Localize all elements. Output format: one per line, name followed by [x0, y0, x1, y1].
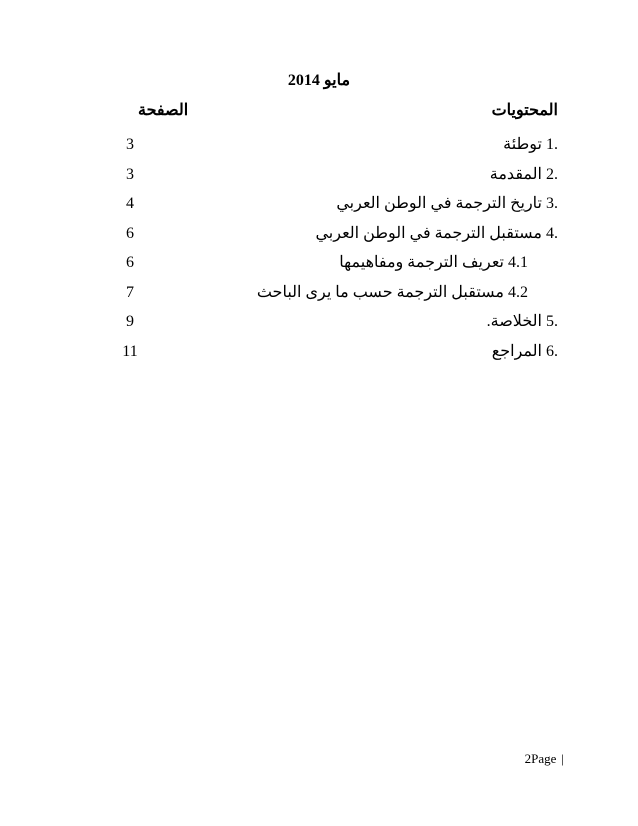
toc-entry-page: 11 — [122, 342, 138, 360]
toc-entry[interactable] — [110, 307, 558, 337]
page-date: مايو 2014 — [287, 72, 351, 89]
toc-entry-page: 7 — [126, 283, 134, 301]
toc-entry-title: .1 توطئة — [503, 136, 558, 153]
toc-entry[interactable] — [110, 160, 558, 190]
toc-entry[interactable] — [110, 130, 558, 160]
toc-subentry[interactable] — [110, 278, 558, 308]
toc-entry[interactable] — [110, 337, 558, 367]
toc-entry-page: 4 — [126, 195, 134, 212]
toc-entry-page: 6 — [126, 254, 134, 271]
toc-entry-page: 9 — [126, 313, 134, 330]
footer-page-number: 2 — [524, 751, 532, 766]
page-column-heading: الصفحة — [138, 102, 189, 119]
toc-entry-title: 4.2 مستقبل الترجمة حسب ما يرى الباحث — [256, 283, 528, 301]
toc-entry-page: 3 — [126, 165, 134, 183]
contents-heading: المحتويات — [491, 102, 558, 119]
toc-entry-title: .3 تاريخ الترجمة في الوطن العربي — [336, 195, 558, 212]
footer-page-label: Page — [531, 751, 557, 766]
toc-entry-page: 3 — [126, 136, 134, 153]
toc-entry[interactable] — [110, 219, 558, 249]
toc-entry-page: 6 — [126, 224, 134, 242]
table-of-contents — [110, 130, 558, 366]
toc-entry-title: 4.1 تعريف الترجمة ومفاهيمها — [339, 254, 528, 271]
toc-entry[interactable] — [110, 189, 558, 219]
toc-entry-title: .2 المقدمة — [489, 165, 558, 183]
footer-separator: | — [561, 751, 564, 766]
toc-entry-title: .6 المراجع — [491, 342, 558, 360]
toc-subentry[interactable] — [110, 248, 558, 278]
toc-entry-title: .5 الخلاصة. — [486, 313, 558, 330]
page-footer — [480, 751, 564, 767]
toc-entry-title: .4 مستقبل الترجمة في الوطن العربي — [315, 224, 558, 242]
